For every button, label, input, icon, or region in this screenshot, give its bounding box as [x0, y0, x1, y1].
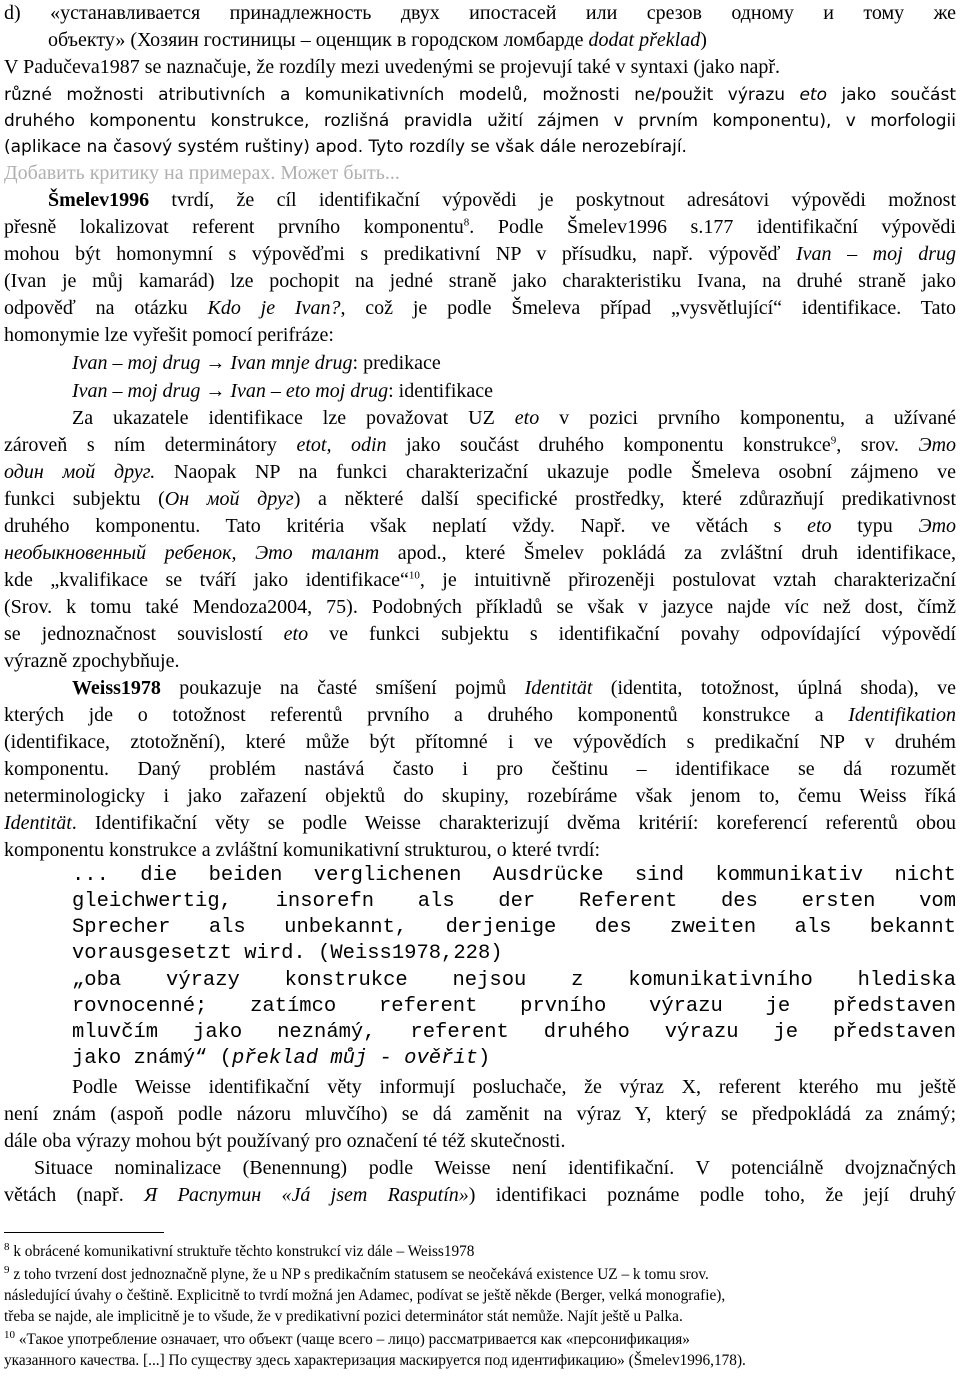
text-line: Šmelev1996 tvrdí, že cíl identifikační výpovědi je poskytnout adresátovi výpovědi možnost	[48, 189, 956, 211]
quote-line: mluvčím jako neznámý, referent druhého výrazu je představen	[72, 1021, 956, 1044]
text-line: mohou být homonymní s výpověďmi s predikativní NP v přísudku, např. výpověď Ivan – moj drug	[4, 243, 956, 265]
quote-line: rovnocenné; zatímco referent prvního výrazu je představen	[72, 995, 956, 1018]
text-line: komponentu. Daný problém nastává často i pro češtinu – identifikace se dá rozumět	[4, 758, 956, 780]
text-line: větách (např. Я Распутин «Já jsem Rasputín») identifikaci poznáme podle toho, že její druhý	[4, 1184, 956, 1206]
text-line: odpověď na otázku Kdo je Ivan?, což je podle Šmeleva případ „vysvětlující“ identifikace. Tato	[4, 297, 956, 319]
text-line: один мой друг. Naopak NP na funkci charakterizační ukazuje podle Šmeleva osobní zájmeno ve	[4, 461, 956, 483]
text-line: V Padučeva1987 se naznačuje, že rozdíly mezi uvedenými se projevují také v syntaxi (jako např.	[4, 56, 781, 78]
footnote: указанного качества. [...] По существу здесь характеризация маскируется под идентификацию» (Šmelev1996,178).	[4, 1352, 746, 1369]
text-line: (identifikace, ztotožnění), které může být přítomné i ve výpovědích s predikační NP v druhém	[4, 731, 956, 753]
text-line: (aplikace na časový systém ruštiny) apod. Tyto rozdíly se však dále nerozebírají.	[4, 137, 687, 157]
quote-line: „oba výrazy konstrukce nejsou z komunikativního hlediska	[72, 969, 956, 992]
text-line: komponentu konstrukce a zvláštní komunikativní strukturou, o které tvrdí:	[4, 839, 601, 861]
text-line: Podle Weisse identifikační věty informují posluchače, že výraz X, referent kterého mu ještě	[72, 1076, 956, 1098]
footnote: následující úvahy o češtině. Explicitně to tvrdí možná jen Adamec, podívat se ještě někde (Berger, velká monografie),	[4, 1287, 726, 1304]
text-line: funkci subjektu (Он мой друг) a některé další specifické prostředky, které zdůrazňují predikativnost	[4, 488, 956, 510]
text-line: Weiss1978 poukazuje na časté smíšení pojmů Identität (identita, totožnost, úplná shoda), ve	[72, 677, 956, 699]
footnote: třeba se najde, ale implicitně je to všude, že v predikativní pozici determinátor stát nemůže. Najít ještě u Palka.	[4, 1308, 683, 1325]
text-line: kde „kvalifikace se tváří jako identifikace“$^{10}$, je intuitivně přirozeněji postulovat vztah charakterizační	[4, 569, 956, 591]
footnote-ref[interactable]: 9	[830, 434, 837, 447]
text-line: объекту» (Хозяин гостиницы – оценщик в городском ломбарде dodat překlad)	[48, 29, 707, 51]
text-line: zároveň s ním determinátory etot, odin jako součást druhého komponentu konstrukce$^9$, srov. Это	[4, 434, 956, 456]
text-line: se jednoznačnost souvislostí eto ve funkci subjektu s identifikační povahy odpovídající výpovědí	[4, 623, 956, 645]
quote-line: vorausgesetzt wird. (Weiss1978,228)	[72, 942, 503, 965]
text-line: různé možnosti atributivních a komunikativních modelů, možnosti ne/použit výrazu eto jako součást	[4, 85, 956, 105]
footnote: $^8$ k obrácené komunikativní struktuře těchto konstrukcí viz dále – Weiss1978	[4, 1242, 475, 1260]
text-line: homonymie lze vyřešit pomocí perifráze:	[4, 324, 334, 346]
text-line: kterých jde o totožnost referentů prvního a druhého komponentů konstrukce a Identifikation	[4, 704, 956, 726]
text-line: необыкновенный ребенок, Это талант apod., které Šmelev pokládá za zvláštní druh identifikace,	[4, 542, 956, 564]
footnote: $^9$ z toho tvrzení dost jednoznačně plyne, že u NP s predikačním statusem se neočekává existence UZ – k tomu srov.	[4, 1265, 709, 1283]
text-line: není znám (aspoň podle názoru mluvčího) se dá zaměnit na výraz Y, který se předpokládá za známý;	[4, 1103, 956, 1125]
quote-line: jako známý“ (překlad můj - ověřit)	[72, 1047, 491, 1070]
text-line: (Ivan je můj kamarád) lze pochopit na jedné straně jako charakteristiku Ivana, na druhé straně jako	[4, 270, 956, 292]
example-line: Ivan – moj drug → Ivan mnje drug: predikace	[72, 352, 441, 374]
text-line: druhého komponentu konstrukce, rozlišná pravidla užití zájmen v prvním komponentu), v morfologii	[4, 111, 956, 131]
example-line: Ivan – moj drug → Ivan – eto moj drug: identifikace	[72, 380, 494, 402]
gray-note: Добавить критику на примерах. Может быть...	[4, 162, 400, 184]
text-line: druhého komponentu. Tato kritéria však neplatí vždy. Např. ve větách s eto typu Это	[4, 515, 956, 537]
text-line: (Srov. k tomu také Mendoza2004, 75). Podobných příkladů se však v jazyce najde víc než dost, čímž	[4, 596, 956, 618]
text-line: Situace nominalizace (Benennung) podle Weisse není identifikační. V potenciálně dvojznačných	[34, 1157, 956, 1179]
quote-line: ... die beiden verglichenen Ausdrücke sind kommunikativ nicht	[72, 864, 956, 887]
text-line: Identität. Identifikační věty se podle Weisse charakterizují dvěma kritérií: koreferencí referentů obou	[4, 812, 956, 834]
footnote: $^{10}$ «Такое употребление означает, что объект (чаще всего – лицо) рассматривается как «персонификация»	[4, 1330, 690, 1348]
text-line: d) «устанавливается принадлежность двух ипостасей или срезов одному и тому же	[4, 2, 956, 24]
quote-line: gleichwertig, insorefn als der Referent des ersten vom	[72, 890, 956, 913]
footnote-ref[interactable]: 10	[408, 569, 420, 582]
text-line: Za ukazatele identifikace lze považovat UZ eto v pozici prvního komponentu, a užívané	[72, 407, 956, 429]
text-line: neterminologicky i jako zařazení objektů do skupiny, rozebíráme však jenom to, čemu Weiss říká	[4, 785, 956, 807]
text-line: dále oba výrazy mohou být používaný pro označení té též skutečnosti.	[4, 1130, 566, 1152]
footnote-separator	[4, 1232, 164, 1233]
text-line: přesně lokalizovat referent prvního komponentu$^8$. Podle Šmelev1996 s.177 identifikační výpovědi	[4, 216, 956, 238]
footnote-ref[interactable]: 8	[463, 216, 470, 229]
quote-line: Sprecher als unbekannt, derjenige des zweiten als bekannt	[72, 916, 956, 939]
text-line: výrazně zpochybňuje.	[4, 650, 180, 672]
